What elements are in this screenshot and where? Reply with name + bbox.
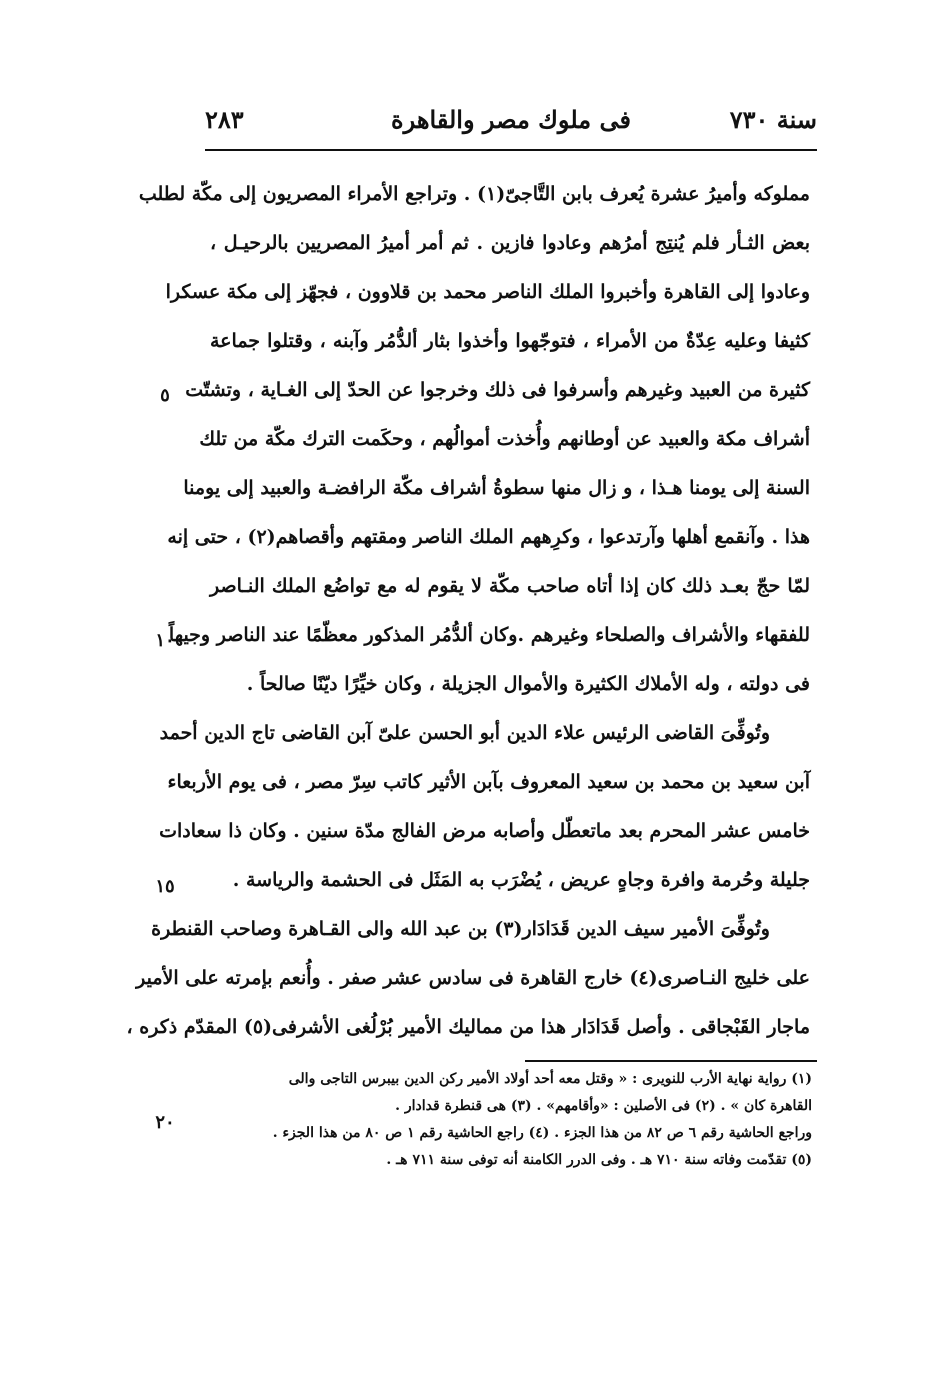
text-line: فى دولته ، وله الأملاك الكثيرة والأموال الجزيلة ، وكان خيِّرًا ديّنًا صالحاً . bbox=[246, 673, 810, 695]
running-header bbox=[205, 100, 817, 140]
header-title: فى ملوك مصر والقاهرة bbox=[391, 105, 631, 134]
footnote-rule bbox=[525, 1060, 817, 1062]
text-line: وتُوفِّىَ القاضى الرئيس علاء الدين أبو الحسن علىّ آبن القاضى تاج الدين أحمد bbox=[159, 722, 770, 744]
page-number: ٢٨٣ bbox=[205, 105, 244, 134]
line-number-marker: ١٠ bbox=[155, 630, 175, 651]
text-line: خامس عشر المحرم بعد ماتعطّل وأصابه مرض الفالج مدّة سنين . وكان ذا سعادات bbox=[159, 820, 810, 842]
footnote-line: (١) رواية نهاية الأرب للنويرى : « وقتل معه أحد أولاد الأمير ركن الدين بيبرس التاجى والى bbox=[288, 1071, 812, 1087]
text-line: لمّا حجّ بعـد ذلك كان إذا أتاه صاحب مكّة لا يقوم له مع تواضُع الملك النـاصر bbox=[210, 575, 810, 597]
footnote-line: القاهرة كان » . (٢) فى الأصلين : «وأقامهم» . (٣) هى قنطرة قدادار . bbox=[395, 1098, 812, 1114]
text-line: بعض الثـأر فلم يُنتِج أمرُهم وعادوا فازين . ثم أمر أميرُ المصريين بالرحيـل ، bbox=[210, 232, 810, 254]
footnote-line: (٥) تقدّمت وفاته سنة ٧١٠ هـ . وفى الدرر الكامنة أنه توفى سنة ٧١١ هـ . bbox=[386, 1152, 812, 1168]
footnote-line: وراجع الحاشية رقم ٦ ص ٨٢ من هذا الجزء . (٤) راجع الحاشية رقم ١ ص ٨٠ من هذا الجزء . bbox=[272, 1125, 812, 1141]
text-line: كثيرة من العبيد وغيرهم وأسرفوا فى ذلك وخرجوا عن الحدّ إلى الغـاية ، وتشتّت bbox=[185, 379, 810, 401]
text-line: وتُوفِّىَ الأمير سيف الدين قَدَادَار(٣) بن عبد الله والى القـاهرة وصاحب القنطرة bbox=[151, 918, 770, 940]
text-line: السنة إلى يومنا هـذا ، و زال منها سطوةُ أشراف مكّة الرافضـة والعبيد إلى يومنا bbox=[183, 477, 810, 499]
text-line: مملوكه وأميرُ عشرة يُعرف بابن التَّاجىّ(١) . وتراجع الأمراء المصريون إلى مكّة لطلب bbox=[138, 183, 810, 205]
text-line: ماجار القَبْجاقى . وأصل قَدَادَار هذا من مماليك الأمير بُرْلُغى الأشرفى(٥) المقدّم ذكره ، bbox=[126, 1016, 810, 1038]
text-line: على خليج النـاصرى(٤) خارج القاهرة فى سادس عشر صفر . وأُنعم بإمرته على الأمير bbox=[136, 967, 810, 989]
text-line: جليلة وحُرمة وافرة وجاهٍ عريض ، يُضْرَب به المَثَل فى الحشمة والرياسة . bbox=[232, 869, 810, 891]
footnotes bbox=[210, 1066, 812, 1174]
header-rule bbox=[205, 149, 817, 151]
line-number-marker: ١٥ bbox=[155, 876, 175, 897]
line-number-marker: ٢٠ bbox=[155, 1112, 175, 1133]
line-number-marker: ٥ bbox=[160, 385, 170, 406]
text-line: وعادوا إلى القاهرة وأخبروا الملك الناصر محمد بن قلاوون ، فجهّز إلى مكة عسكرا bbox=[165, 281, 810, 303]
text-line: كثيفا وعليه عِدّةٌ من الأمراء ، فتوجّهوا وأخذوا بثار ألدُّمُر وآبنه ، وقتلوا جماعة bbox=[210, 330, 810, 352]
text-line: هذا . وآنقمع أهلها وآرتدعوا ، وكرِههم الملك الناصر ومقتهم وأقصاهم(٢) ، حتى إنه bbox=[167, 526, 810, 548]
text-line: للفقهاء والأشراف والصلحاء وغيرهم .وكان ألدُّمُر المذكور معظّمًا عند الناصر وجيهاً bbox=[168, 624, 810, 646]
header-year: سنة ٧٣٠ bbox=[729, 105, 817, 134]
text-line: أشراف مكة والعبيد عن أوطانهم وأُخذت أموالُهم ، وحكَمت الترك مكّة من تلك bbox=[199, 428, 810, 450]
text-line: آبن سعيد بن محمد بن سعيد المعروف بآبن الأثير كاتب سِرّ مصر ، فى يوم الأربعاء bbox=[167, 771, 810, 793]
